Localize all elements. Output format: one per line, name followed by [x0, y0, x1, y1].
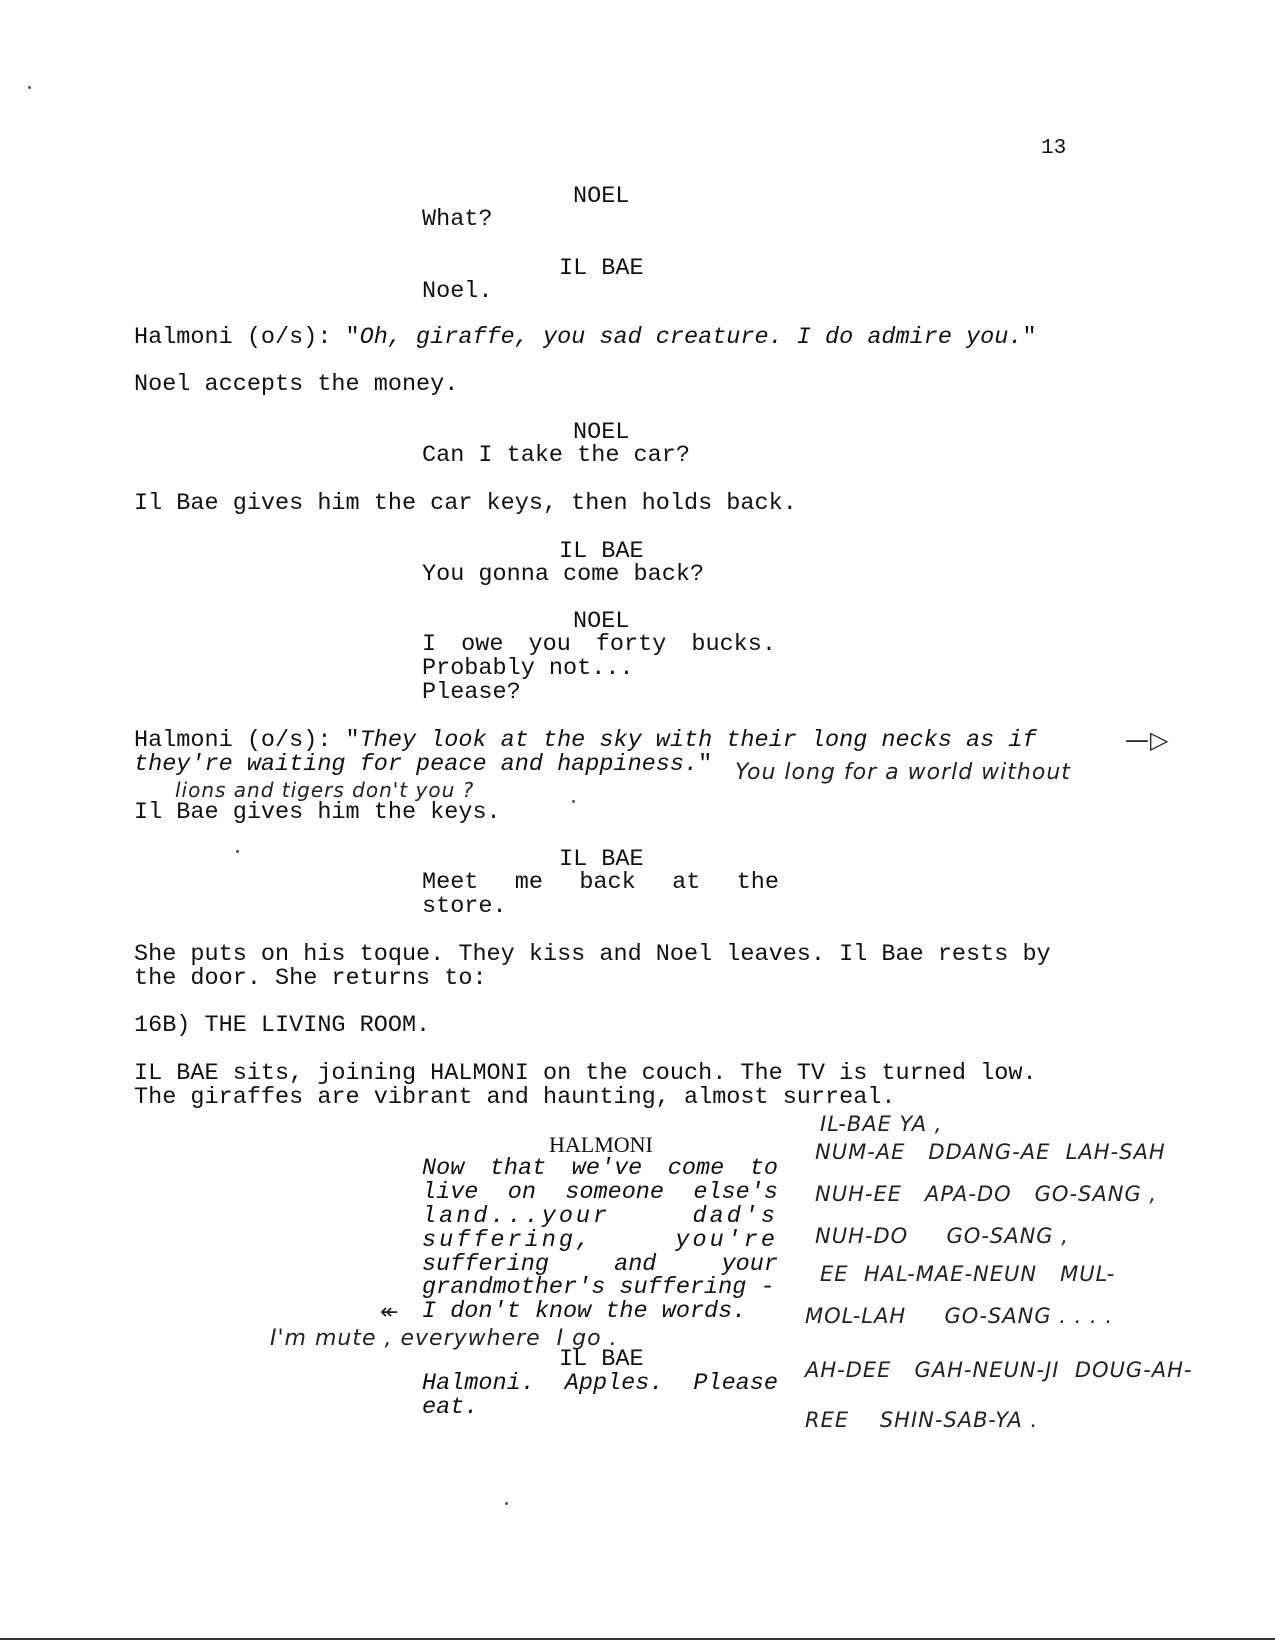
action-line: Il Bae gives him the keys.	[134, 799, 501, 826]
word: Now	[422, 1155, 465, 1182]
word: you	[528, 631, 571, 658]
word: forty	[595, 631, 667, 658]
dialogue-line: grandmother's suffering -	[422, 1274, 775, 1301]
handwritten-line: NUM-AE DDANG-AE LAH-SAH	[815, 1140, 1166, 1164]
character-cue-noel: NOEL	[573, 183, 630, 210]
character-cue-noel: NOEL	[573, 608, 630, 635]
word: on	[507, 1179, 536, 1206]
action-line: the door. She returns to:	[134, 965, 487, 992]
character-cue-il-bae: IL BAE	[559, 1346, 644, 1373]
word: someone	[565, 1179, 665, 1206]
action-prefix: Halmoni (o/s): "	[134, 324, 360, 351]
word: Halmoni.	[422, 1370, 535, 1397]
handwritten-arrow: —▷	[1125, 726, 1170, 754]
character-cue-noel: NOEL	[573, 419, 630, 446]
word: me	[514, 869, 543, 896]
action-line: The giraffes are vibrant and haunting, almost surreal.	[134, 1084, 896, 1111]
word: dad's	[692, 1203, 778, 1230]
quoted-speech: They look at the sky with their long necks as if	[359, 727, 1037, 754]
word: else's	[693, 1179, 778, 1206]
word: live	[422, 1179, 479, 1206]
dialogue-line: store.	[422, 893, 507, 920]
handwritten-line: MOL-LAH GO-SANG . . . .	[805, 1304, 1113, 1328]
dialogue-justified-line	[422, 1204, 778, 1229]
scene-heading: 16B) THE LIVING ROOM.	[134, 1012, 431, 1039]
handwritten-line: NUH-DO GO-SANG ,	[815, 1224, 1069, 1248]
quoted-speech: they're waiting for peace and happiness.	[134, 751, 699, 778]
word: you're	[675, 1227, 778, 1254]
scan-speck	[28, 86, 31, 89]
word: suffering,	[422, 1227, 594, 1254]
word: that	[489, 1155, 547, 1182]
page-number: 13	[1041, 137, 1067, 160]
dialogue-justified-line	[422, 1156, 778, 1181]
word: land...your	[422, 1203, 611, 1230]
word: owe	[461, 631, 504, 658]
word: Apples.	[564, 1370, 664, 1397]
word: at	[672, 869, 701, 896]
word: come	[667, 1155, 725, 1182]
character-cue-il-bae: IL BAE	[559, 538, 644, 565]
word: bucks.	[691, 631, 776, 658]
action-line	[134, 728, 1037, 753]
handwritten-line: EE HAL-MAE-NEUN MUL-	[820, 1262, 1116, 1286]
handwritten-note: You long for a world without	[735, 760, 1071, 785]
action-line	[134, 752, 712, 777]
scan-speck	[572, 800, 575, 803]
dialogue-line: Please?	[422, 679, 521, 706]
handwritten-line: NUH-EE APA-DO GO-SANG ,	[815, 1182, 1158, 1206]
action-prefix: Halmoni (o/s): "	[134, 727, 360, 754]
dialogue-justified-line	[422, 1228, 778, 1253]
action-line: IL BAE sits, joining HALMONI on the couch. The TV is turned low.	[134, 1060, 1037, 1087]
character-cue-il-bae: IL BAE	[559, 846, 644, 873]
dialogue-line: I don't know the words.	[422, 1298, 747, 1325]
action-line: Il Bae gives him the car keys, then holds back.	[134, 490, 797, 517]
quoted-speech: Oh, giraffe, you sad creature. I do admire you.	[359, 324, 1023, 351]
word: suffering	[422, 1251, 549, 1278]
word: we've	[571, 1155, 643, 1182]
handwritten-note: lions and tigers don't you ?	[175, 778, 475, 802]
word: Please	[693, 1370, 778, 1397]
handwritten-line: IL-BAE YA ,	[820, 1112, 943, 1136]
word: I	[422, 631, 437, 658]
character-cue-halmoni: HALMONI	[549, 1132, 653, 1157]
dialogue-justified-line	[422, 1371, 778, 1396]
action-suffix: "	[698, 751, 713, 778]
handwritten-arrow: ↞	[380, 1300, 400, 1325]
dialogue-justified-line	[422, 632, 776, 657]
scan-speck	[505, 1502, 508, 1505]
word: the	[736, 869, 779, 896]
handwritten-line: AH-DEE GAH-NEUN-JI DOUG-AH-	[805, 1358, 1193, 1382]
action-suffix: "	[1022, 324, 1037, 351]
dialogue-line: eat.	[422, 1394, 479, 1421]
action-line	[134, 325, 1037, 350]
dialogue-line: What?	[422, 206, 493, 233]
dialogue-line: Can I take the car?	[422, 442, 690, 469]
dialogue-justified-line	[422, 870, 779, 895]
word: and	[614, 1251, 657, 1278]
scan-speck	[236, 850, 239, 853]
action-line: She puts on his toque. They kiss and Noel leaves. Il Bae rests by	[134, 941, 1051, 968]
dialogue-justified-line	[422, 1180, 778, 1205]
handwritten-note: I'm mute , everywhere I go .	[270, 1326, 618, 1351]
handwritten-line: REE SHIN-SAB-YA .	[805, 1408, 1039, 1432]
page-bottom-edge	[0, 1638, 1275, 1640]
dialogue-line: Probably not...	[422, 655, 634, 682]
dialogue-line: Noel.	[422, 278, 493, 305]
word: Meet	[422, 869, 479, 896]
action-line: Noel accepts the money.	[134, 371, 459, 398]
word: to	[749, 1155, 778, 1182]
word: your	[721, 1251, 778, 1278]
character-cue-il-bae: IL BAE	[559, 255, 644, 282]
dialogue-line: You gonna come back?	[422, 561, 705, 588]
word: back	[579, 869, 636, 896]
